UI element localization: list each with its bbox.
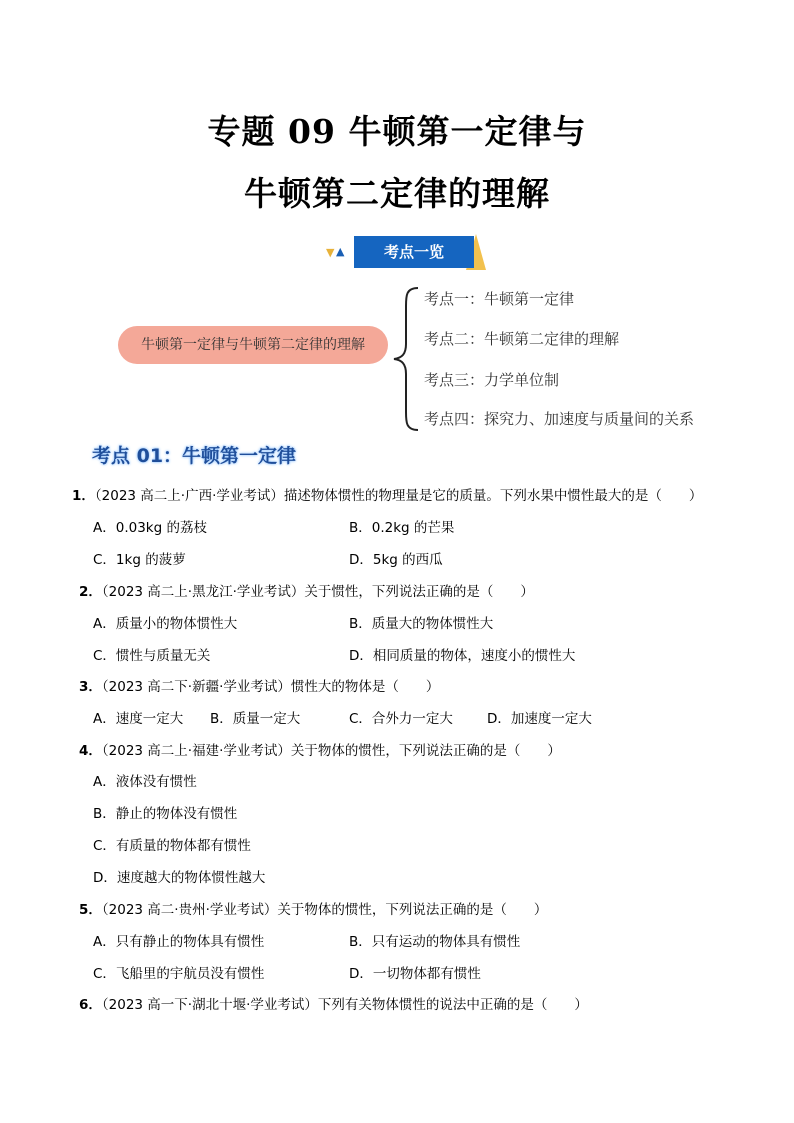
overview-banner: [326, 234, 491, 270]
option-d: D．一切物体都有惯性: [349, 966, 481, 982]
mindmap-branch: 考点三：力学单位制: [424, 371, 560, 389]
question-stem: 关于惯性，下列说法正确的是（ ）: [304, 584, 534, 600]
option-d: D．加速度一定大: [487, 711, 592, 727]
option-b: B．0.2kg 的芒果: [349, 520, 455, 536]
option-c: C．合外力一定大: [349, 711, 453, 727]
option-b: B．只有运动的物体具有惯性: [349, 934, 521, 950]
curly-brace-icon: [392, 286, 422, 432]
option-d: D．相同质量的物体，速度小的惯性大: [349, 648, 576, 664]
question-number: 6．: [79, 997, 102, 1013]
option-a: A．只有静止的物体具有惯性: [93, 934, 265, 950]
overview-label: 考点一览: [383, 243, 444, 261]
option-c: C．飞船里的宇航员没有惯性: [93, 966, 265, 982]
mindmap-branch: 考点四：探究力、加速度与质量间的关系: [424, 410, 695, 428]
question-number: 1．: [72, 488, 95, 504]
option-c: C．1kg 的菠萝: [93, 552, 186, 568]
question-6: [79, 993, 588, 1013]
triangle-down-icon: ▼: [326, 246, 335, 259]
option-d: D．5kg 的西瓜: [349, 552, 443, 568]
document-title-line2: 牛顿第二定律的理解: [244, 174, 550, 213]
triangle-up-icon: ▲: [336, 245, 345, 258]
question-stem: 惯性大的物体是（ ）: [290, 679, 440, 695]
question-source: （2023 高二下·新疆·学业考试）: [101, 679, 291, 695]
question-source: （2023 高二上·福建·学业考试）: [101, 743, 291, 759]
question-number: 2．: [79, 584, 102, 600]
question-stem: 关于物体的惯性，下列说法正确的是（ ）: [290, 743, 561, 759]
question-stem: 关于物体的惯性，下列说法正确的是（ ）: [277, 902, 548, 918]
question-4: [79, 739, 561, 759]
option-a: A．0.03kg 的荔枝: [93, 520, 207, 536]
option-b: B．质量一定大: [210, 711, 301, 727]
question-number: 4．: [79, 743, 102, 759]
option-c: C．惯性与质量无关: [93, 648, 211, 664]
option-a: A．速度一定大: [93, 711, 184, 727]
question-number: 5．: [79, 902, 102, 918]
question-stem: 下列有关物体惯性的说法中正确的是（ ）: [317, 997, 588, 1013]
question-1: [72, 484, 702, 504]
option-b: B．静止的物体没有惯性: [93, 806, 238, 822]
question-3: [79, 675, 439, 695]
question-source: （2023 高二·贵州·学业考试）: [101, 902, 278, 918]
question-stem: 描述物体惯性的物理量是它的质量。下列水果中惯性最大的是（ ）: [283, 488, 703, 504]
question-source: （2023 高二上·黑龙江·学业考试）: [101, 584, 305, 600]
question-number: 3．: [79, 679, 102, 695]
mindmap-branch: 考点一：牛顿第一定律: [424, 290, 575, 308]
question-2: [79, 580, 534, 600]
question-source: （2023 高一下·湖北十堰·学业考试）: [101, 997, 318, 1013]
document-title-line1: 专题 09 牛顿第一定律与: [207, 112, 587, 151]
section-heading: 考点 01：牛顿第一定律: [92, 445, 297, 467]
question-5: [79, 898, 547, 918]
mindmap-branch: 考点二：牛顿第二定律的理解: [424, 330, 620, 348]
option-b: B．质量大的物体惯性大: [349, 616, 494, 632]
option-d: D．速度越大的物体惯性越大: [93, 870, 266, 886]
mindmap-center-label: 牛顿第一定律与牛顿第二定律的理解: [141, 337, 365, 353]
mindmap-center: [118, 326, 388, 364]
option-a: A．质量小的物体惯性大: [93, 616, 238, 632]
question-source: （2023 高二上·广西·学业考试）: [94, 488, 284, 504]
option-a: A．液体没有惯性: [93, 774, 197, 790]
option-c: C．有质量的物体都有惯性: [93, 838, 251, 854]
